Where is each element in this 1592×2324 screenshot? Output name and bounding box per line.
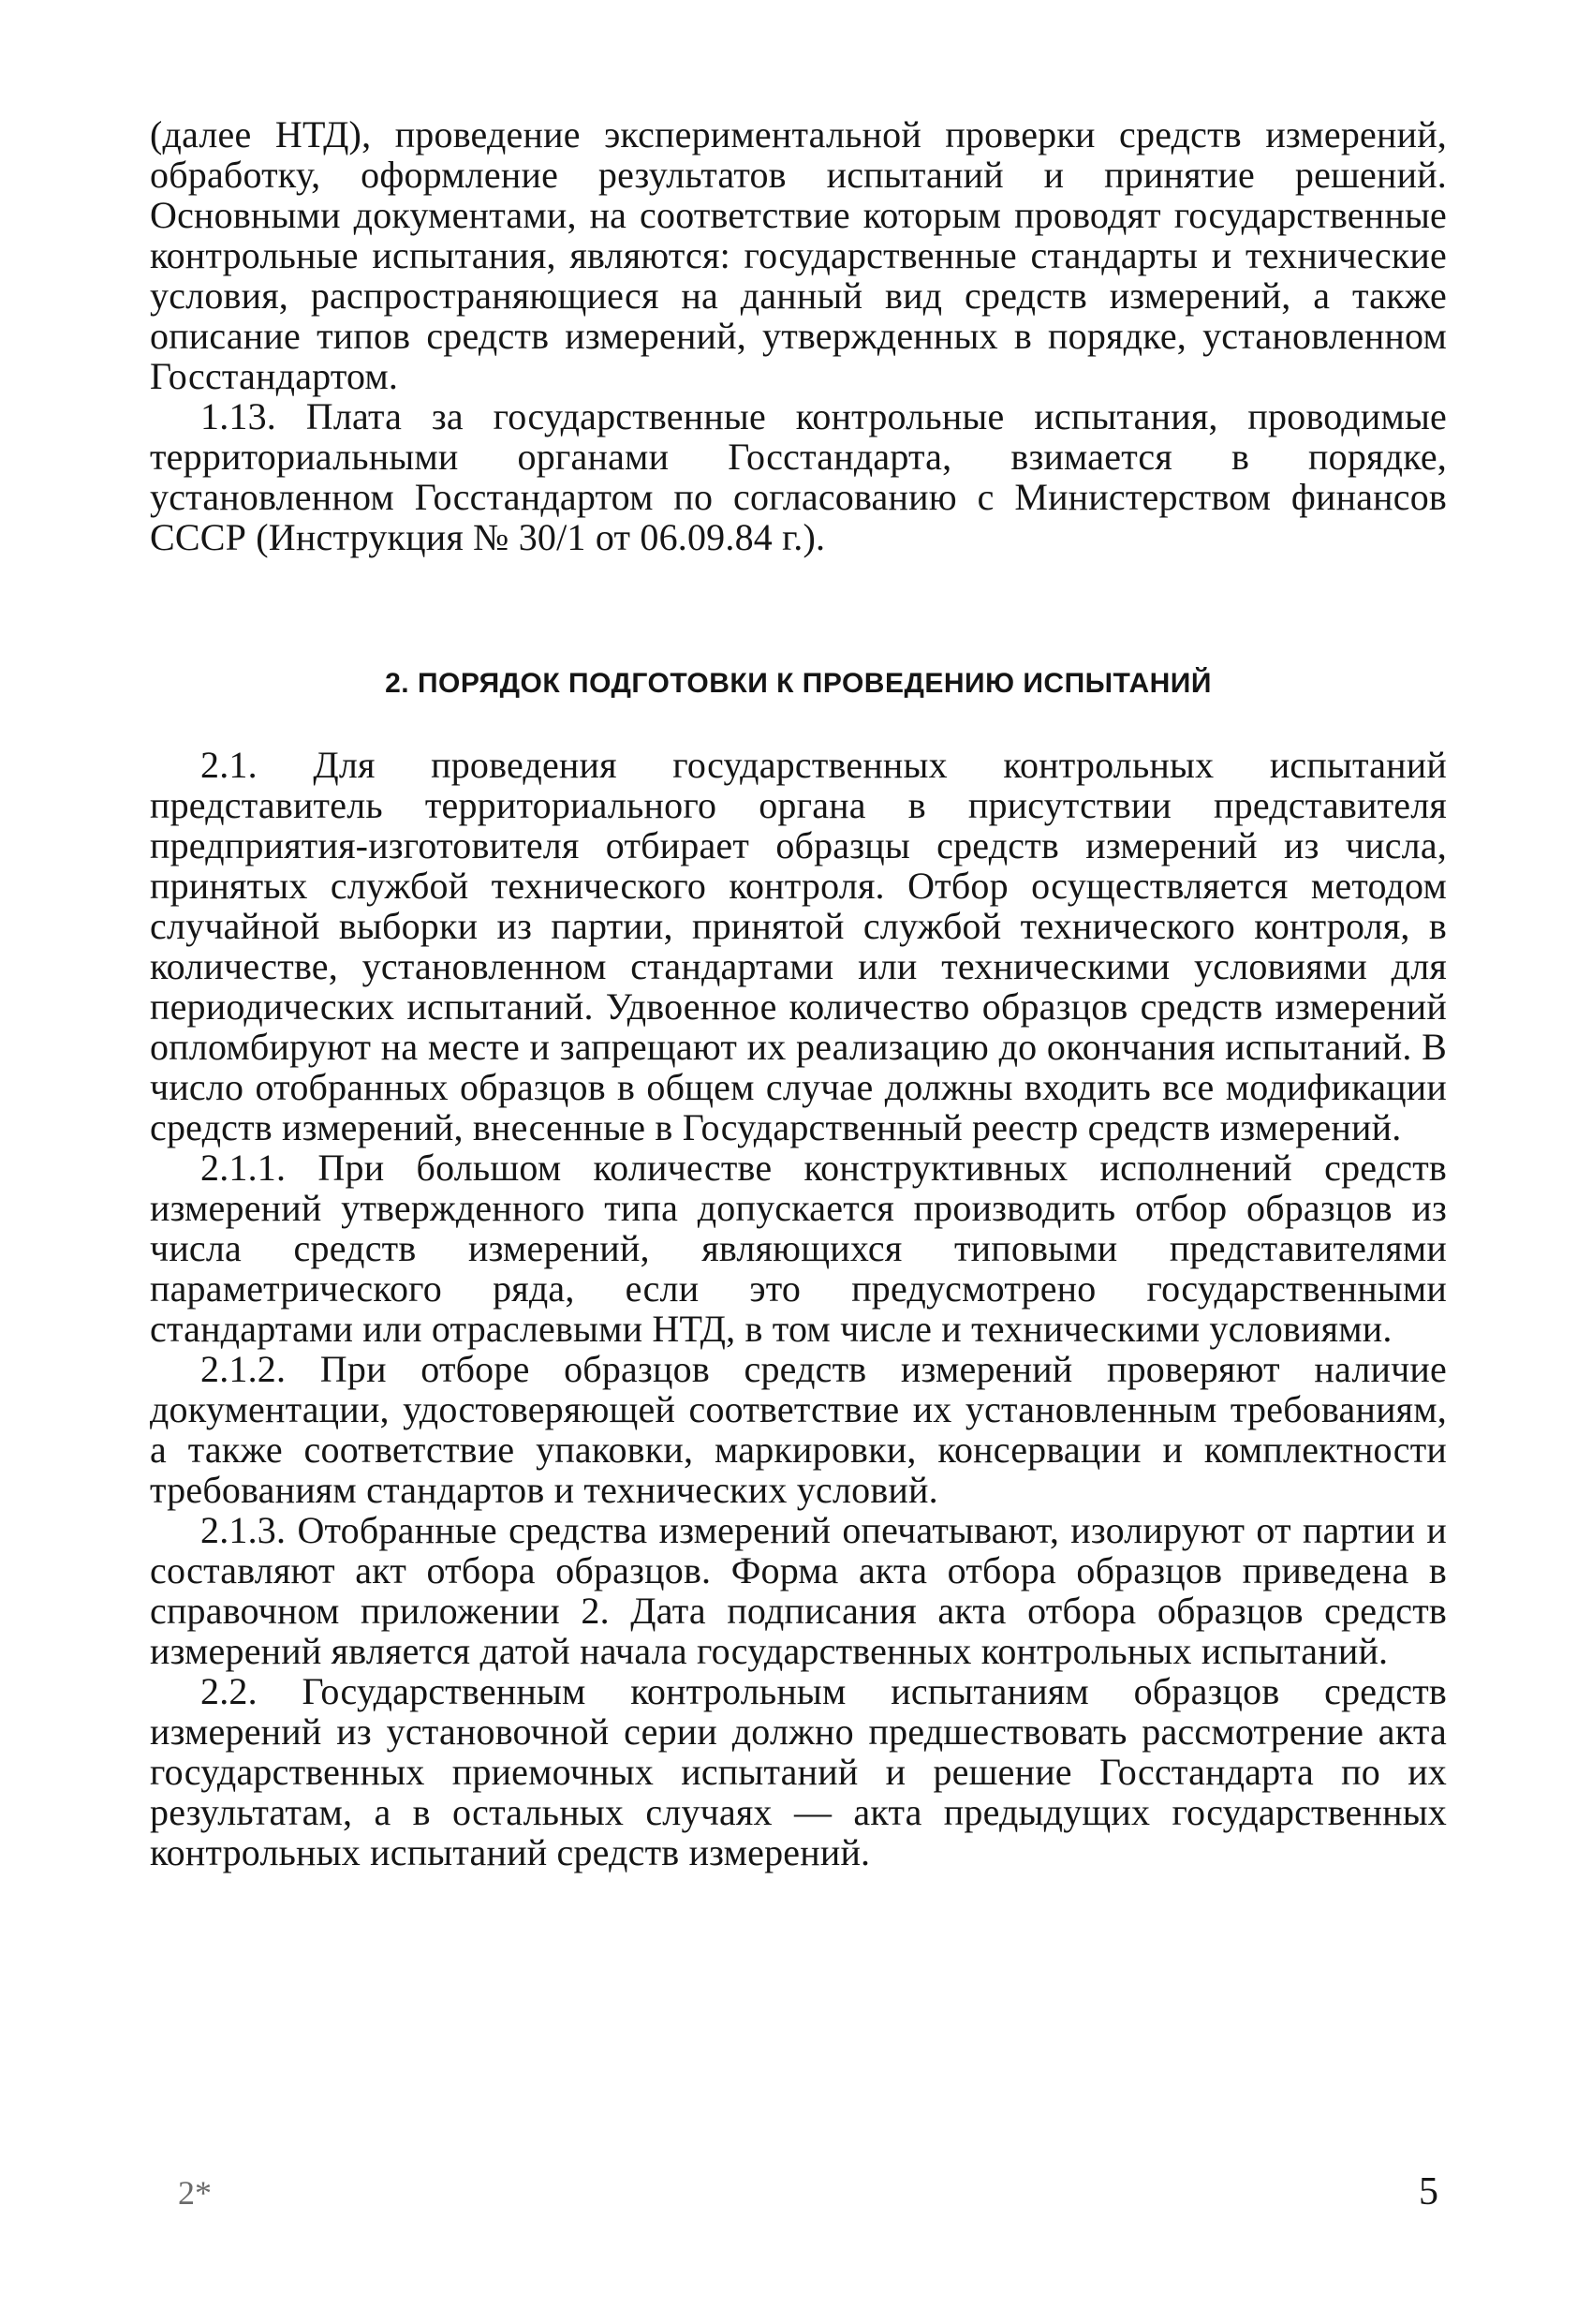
paragraph-2-1: 2.1. Для проведения государственных контрольных испытаний представитель территориального органа в присутствии представителя предприятия-изготовителя отбирает образцы средств измерений из числа, принятых службой технического контроля. Отбор осуществляется методом случайной выборки из партии, принятой службой технического контроля, в количестве, установленном стандартами или техническими условиями для периодических испытаний. Удвоенное количество образцов средств измерений опломбируют на месте и запрещают их реализацию до окончания испытаний. В число отобранных образцов в общем случае должны входить все модификации средств измерений, внесенные в Государственный реестр средств измерений. xyxy=(150,744,1447,1148)
paragraph-2-1-2: 2.1.2. При отборе образцов средств измерений проверяют наличие документации, удостоверяющей соответствие их установленным требованиям, а также соответствие упаковки, маркировки, консервации и комплектности требованиям стандартов и технических условий. xyxy=(150,1348,1447,1511)
intro-text-block xyxy=(150,114,1447,557)
signature-mark: 2* xyxy=(178,2174,212,2212)
section-text-block xyxy=(150,745,1447,1873)
paragraph-2-1-3: 2.1.3. Отобранные средства измерений опечатывают, изолируют от партии и составляют акт отбора образцов. Форма акта отбора образцов приведена в справочном приложении 2. Дата подписания акта отбора образцов средств измерений является датой начала государственных контрольных испытаний. xyxy=(150,1509,1447,1672)
intro-paragraph-1: (далее НТД), проведение экспериментальной проверки средств измерений, обработку, оформление результатов испытаний и принятие решений. Основными документами, на соответствие которым проводят государственные контрольные испытания, являются: государственные стандарты и технические условия, распространяющиеся на данный вид средств измерений, а также описание типов средств измерений, утвержденных в порядке, установленном Госстандартом. xyxy=(150,113,1447,397)
section-heading: 2. ПОРЯДОК ПОДГОТОВКИ К ПРОВЕДЕНИЮ ИСПЫТАНИЙ xyxy=(385,668,1212,699)
paragraph-2-2: 2.2. Государственным контрольным испытаниям образцов средств измерений из установочной серии должно предшествовать рассмотрение акта государственных приемочных испытаний и решение Госстандарта по их результатам, а в остальных случаях — акта предыдущих государственных контрольных испытаний средств измерений. xyxy=(150,1670,1447,1873)
page-number: 5 xyxy=(1419,2170,1438,2213)
paragraph-1-13: 1.13. Плата за государственные контрольные испытания, проводимые территориальными органами Госстандарта, взимается в порядке, установленном Госстандартом по согласованию с Министерством финансов СССР (Инструкция № 30/1 от 06.09.84 г.). xyxy=(150,395,1447,558)
paragraph-2-1-1: 2.1.1. При большом количестве конструктивных исполнений средств измерений утвержденного типа допускается производить отбор образцов из числа средств измерений, являющихся типовыми представителями параметрического ряда, если это предусмотрено государственными стандартами или отраслевыми НТД, в том числе и техническими условиями. xyxy=(150,1147,1447,1350)
